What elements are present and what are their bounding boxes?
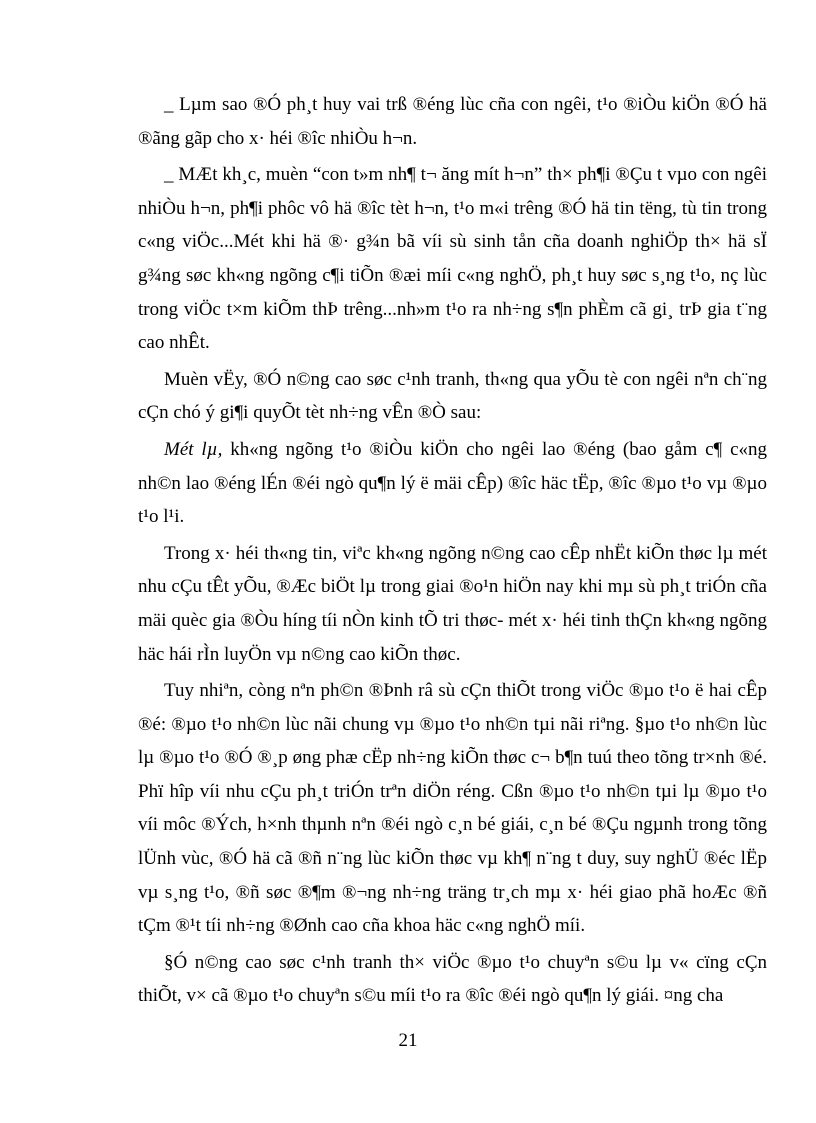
paragraph-7 (138, 946, 767, 1013)
paragraph-7-text: §Ó n©ng cao søc c¹nh tranh th× viÖc ®µo t¹o chuyªn s©u lµ v« cïng cÇn thiÕt, v× cã ®µo t¹o chuyªn s©u míi t¹o ra ®îc ®éi ngò qu¶n lý giái. ¤ng cha (138, 951, 767, 1007)
paragraph-5 (138, 537, 767, 671)
paragraph-1 (138, 88, 767, 155)
paragraph-3 (138, 363, 767, 430)
paragraph-5-text: Trong x· héi th«ng tin, viªc kh«ng ngõng n©ng cao cÊp nhËt kiÕn thøc lµ mét nhu cÇu tÊt yÕu, ®Æc biÖt lµ trong giai ®o¹n hiÖn nay khi mµ sù ph¸t triÓn cña mäi quèc gia ®Òu híng tíi nÒn kinh tÕ tri thøc- mét x· héi tinh thÇn kh«ng ngõng häc hái rÌn luyÖn vµ n©ng cao kiÕn thøc. (138, 542, 767, 665)
paragraph-2 (138, 158, 767, 360)
paragraph-4 (138, 433, 767, 534)
body-text (138, 88, 767, 1013)
paragraph-3-text: Muèn vËy, ®Ó n©ng cao søc c¹nh tranh, th«ng qua yÕu tè con ngêi nªn ch¨ng cÇn chó ý gi¶i quyÕt tèt nh÷ng vÊn ®Ò sau: (138, 368, 767, 424)
paragraph-2-text: _ MÆt kh¸c, muèn “con t»m nh¶ t¬ ăng mít h¬n” th× ph¶i ®Çu t vµo con ngêi nhiÒu h¬n, ph¶i phôc vô hä ®îc tèt h¬n, t¹o m«i trêng ®Ó hä tin tëng, tù tin trong c«ng viÖc...Mét khi hä ®· g¾n bã víi sù sinh tån cña doanh nghiÖp th× hä sÏ g¾ng søc kh«ng ngõng c¶i tiÕn ®æi míi c«ng nghÖ, ph¸t huy søc s¸ng t¹o, nç lùc trong viÖc t×m kiÕm thÞ trêng...nh»m t¹o ra nh÷ng s¶n phÈm cã gi¸ trÞ gia t¨ng cao nhÊt. (138, 164, 767, 354)
paragraph-6 (138, 674, 767, 943)
paragraph-4-lead: Mét lµ, (164, 438, 223, 460)
paragraph-1-text: _ Lµm sao ®Ó ph¸t huy vai trß ®éng lùc cña con ngêi, t¹o ®iÒu kiÖn ®Ó hä ®ãng gãp cho x· héi ®îc nhiÒu h¬n. (138, 94, 767, 149)
paragraph-4-text: kh«ng ngõng t¹o ®iÒu kiÖn cho ngêi lao ®éng (bao gåm c¶ c«ng nh©n lao ®éng lÉn ®éi ngò qu¶n lý ë mäi cÊp) ®îc häc tËp, ®îc ®µo t¹o vµ ®µo t¹o l¹i. (138, 438, 767, 528)
paragraph-6-text: Tuy nhiªn, còng nªn ph©n ®Þnh râ sù cÇn thiÕt trong viÖc ®µo t¹o ë hai cÊp ®é: ®µo t¹o nh©n lùc nãi chung vµ ®µo t¹o nh©n tµi nãi riªng. §µo t¹o nh©n lùc lµ ®µo t¹o ®Ó ®¸p øng phæ cËp nh÷ng kiÕn thøc c¬ b¶n tuú theo tõng tr×nh ®é. Phï hîp víi nhu cÇu ph¸t triÓn trªn diÖn réng. Cßn ®µo t¹o nh©n tµi lµ ®µo t¹o víi môc ®Ých, h×nh thµnh nªn ®éi ngò c¸n bé giái, c¸n bé ®Çu ngµnh trong tõng lÜnh vùc, ®Ó hä cã ®ñ n¨ng lùc kiÕn thøc vµ kh¶ n¨ng t duy, suy nghÜ ®éc lËp vµ s¸ng t¹o, ®ñ søc ®¶m ®¬ng nh÷ng träng tr¸ch mµ x· héi giao phã hoÆc ®ñ tÇm ®¹t tíi nh÷ng ®Ønh cao cña khoa häc c«ng nghÖ míi. (138, 680, 767, 937)
page-number: 21 (398, 1030, 418, 1051)
